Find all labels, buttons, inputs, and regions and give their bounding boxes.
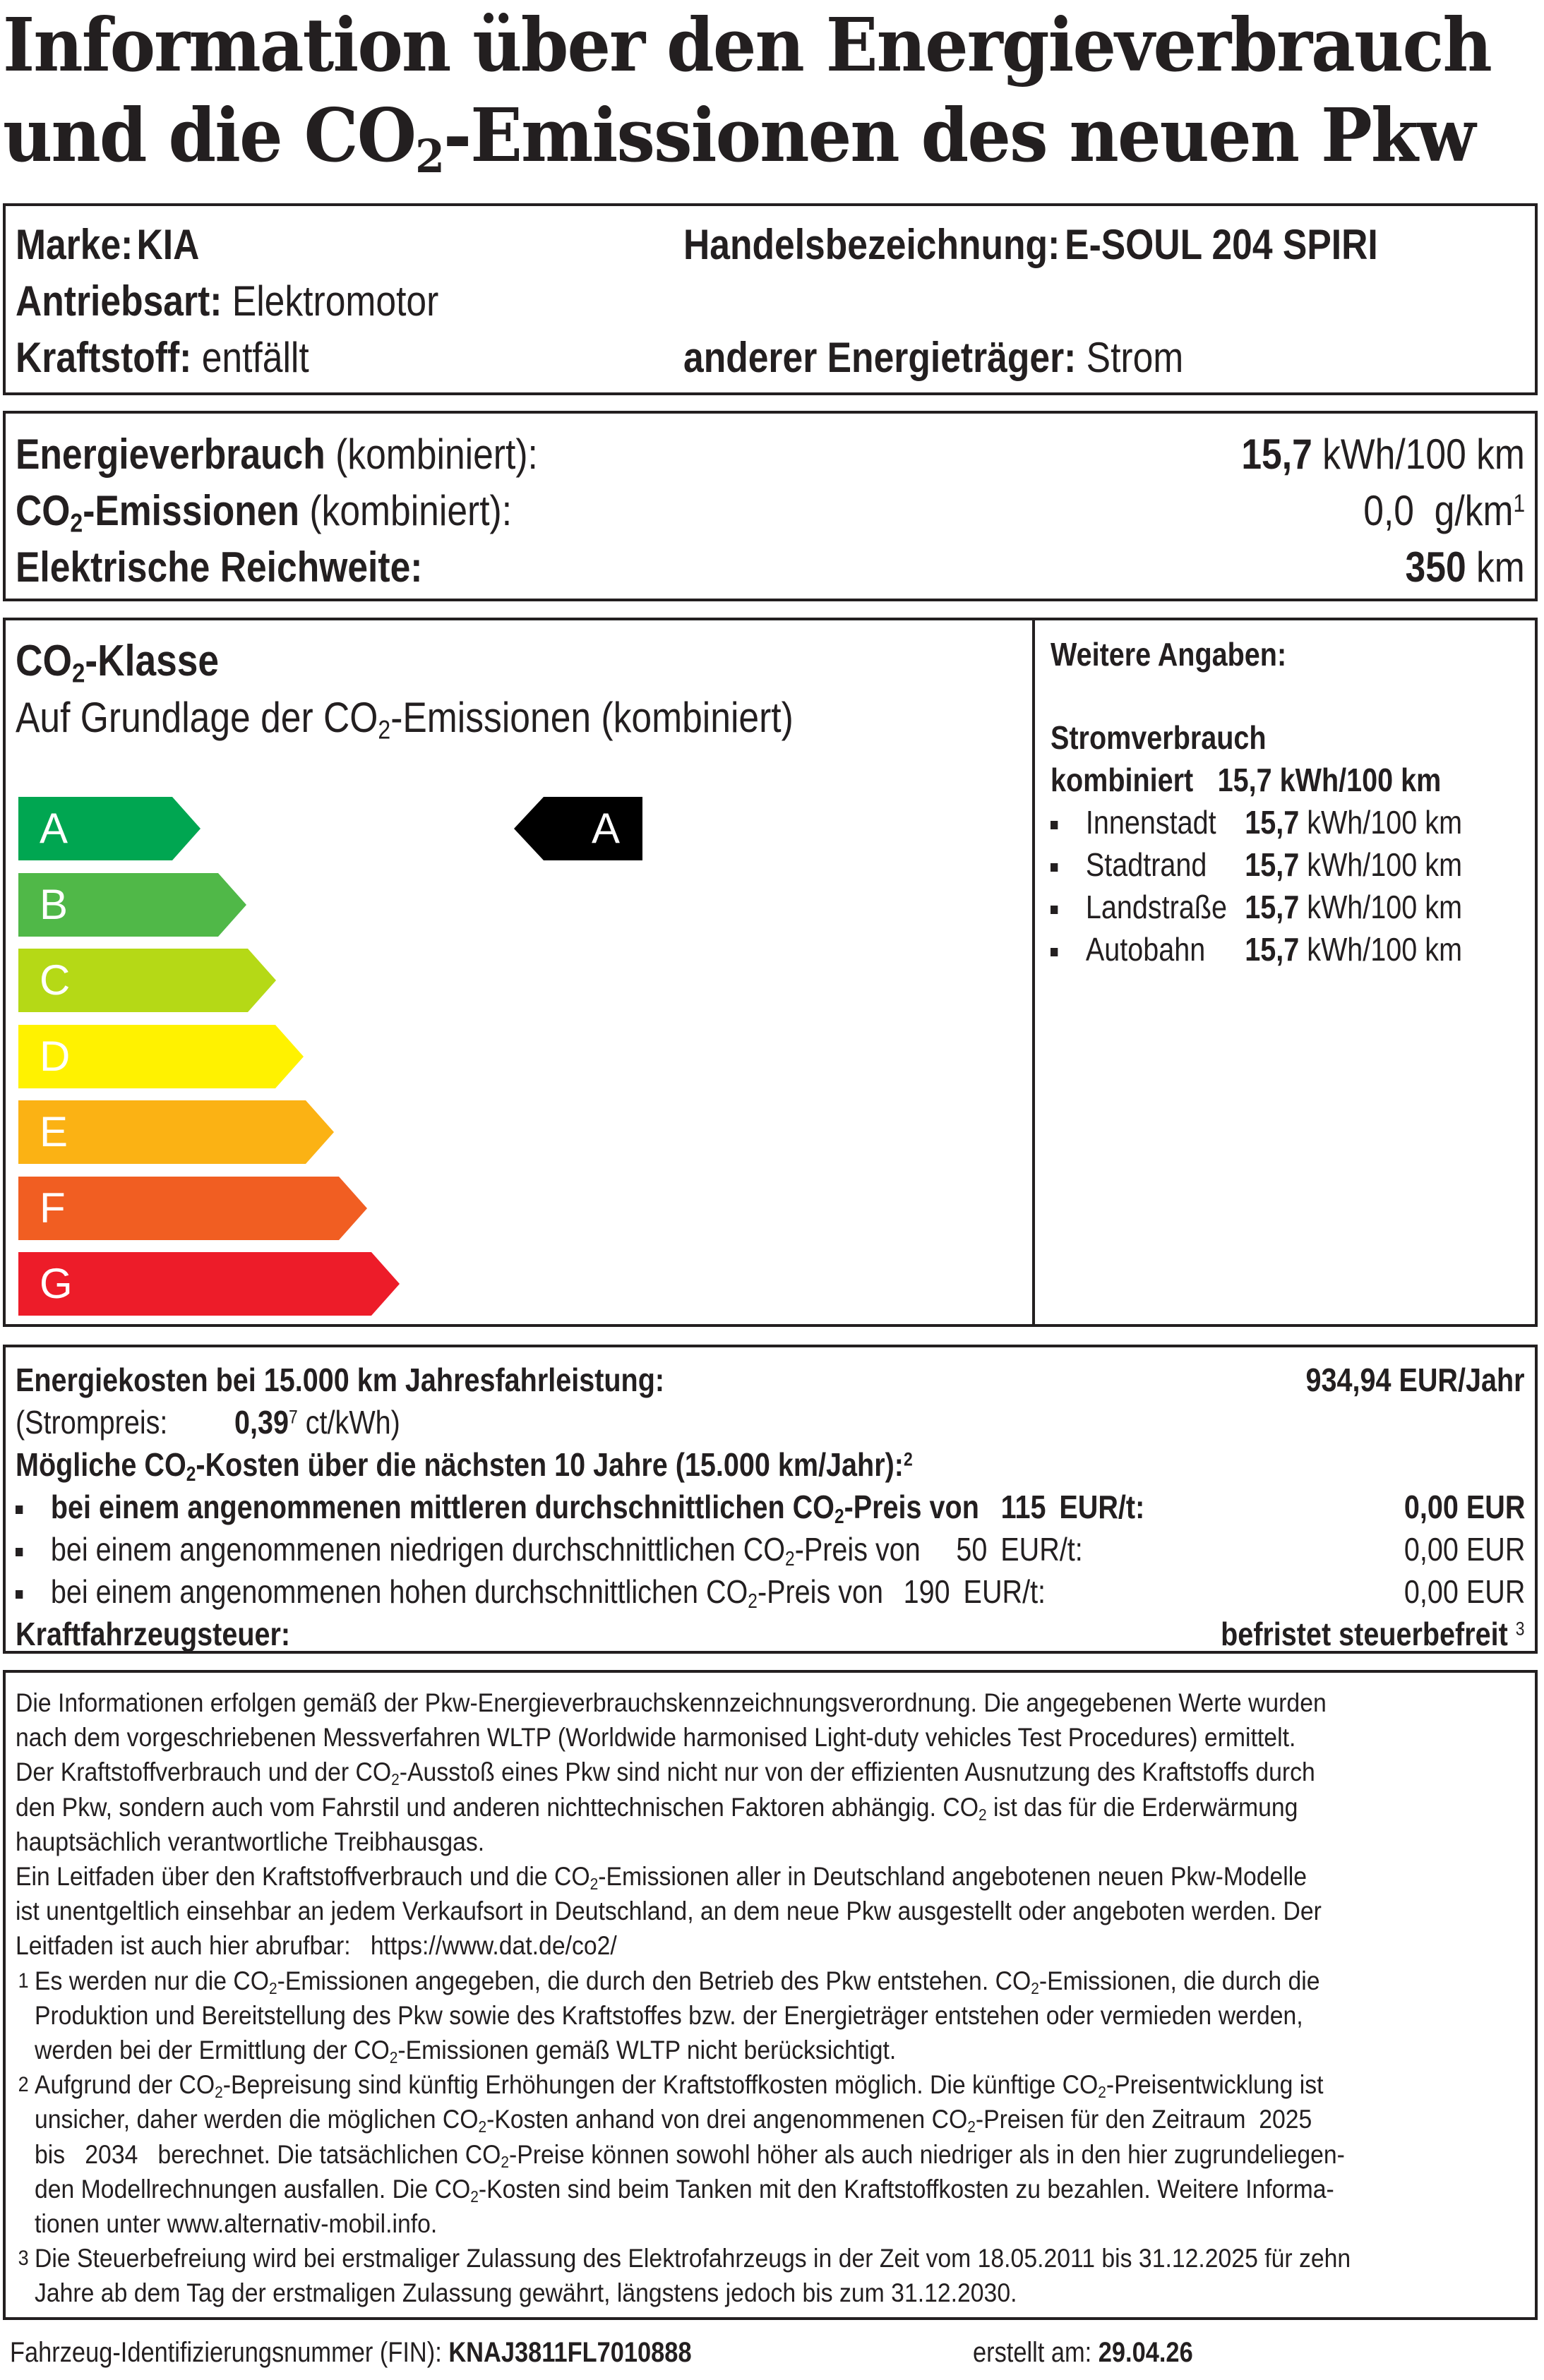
further-info-item: Autobahn 15,7 kWh/100 km: [1051, 928, 1529, 970]
co2-class-letter: A: [40, 805, 68, 852]
bullet-icon: [16, 1548, 23, 1556]
co2-value: 0,0 $g/km^1$: [1363, 487, 1525, 534]
energy-cost-label: Energiekosten bei 15.000 km Jahresfahrleistung:: [16, 1362, 665, 1398]
other-energy-label: anderer Energieträger:: [683, 334, 1077, 381]
co2-cost-value: 0,00 EUR: [1404, 1531, 1525, 1568]
drive-label: Antriebsart:: [16, 277, 222, 325]
bullet-icon: [1051, 863, 1058, 872]
created-label: erstellt am:: [973, 2337, 1092, 2368]
further-info-item: Stadtrand 15,7 kWh/100 km: [1051, 843, 1529, 886]
co2-class-bar-a: [18, 797, 201, 860]
leitfaden-link[interactable]: https://www.dat.de/co2/: [370, 1930, 617, 1961]
range-value: 350 km: [1405, 543, 1525, 591]
bullet-icon: [16, 1590, 23, 1599]
trade-name-row: [683, 220, 1491, 270]
consumption-value: 15,7 kWh/100 km: [1241, 431, 1525, 478]
vin-value: KNAJ3811FL7010888: [448, 2337, 692, 2368]
bullet-icon: [1051, 948, 1058, 956]
brand-label: Marke:: [16, 221, 133, 268]
created-value: 29.04.26: [1098, 2337, 1193, 2368]
further-info-heading: Weitere Angaben:: [1051, 636, 1287, 673]
power-price-row: (Strompreis: 0,39$^7$ ct/kWh): [16, 1404, 400, 1441]
tax-label: Kraftfahrzeugsteuer:: [16, 1616, 291, 1652]
bullet-icon: [16, 1505, 23, 1514]
co2-class-bar-g: [18, 1252, 400, 1316]
co2-cost-scenario: bei einem angenommenen hohen durchschnittlichen $CO_2$-Preis von 190 EUR/t:: [16, 1570, 1214, 1613]
power-heading: Stromverbrauch: [1051, 719, 1267, 756]
class-arrow-icon: [18, 1252, 400, 1316]
page-title: [3, 0, 1542, 184]
class-arrow-icon: [18, 1177, 367, 1240]
co2-class-bar-e: [18, 1100, 334, 1164]
tax-value: befristet steuerbefreit $^3$: [1221, 1616, 1525, 1652]
brand-row: [16, 220, 229, 270]
title-line-2: und die $CO_2$-Emissionen des neuen Pkw: [3, 92, 1475, 184]
vehicle-info-box: [3, 203, 1538, 395]
range-row: Elektrische Reichweite:: [16, 543, 423, 591]
combined-row: kombiniert 15,7 kWh/100 km: [1051, 762, 1442, 798]
fuel-value: entfällt: [201, 334, 309, 381]
co2-class-subtitle: Auf Grundlage der $CO_2$-Emissionen (kombiniert): [16, 694, 794, 745]
column-divider: [1032, 620, 1035, 1324]
co2-class-letter: G: [40, 1260, 73, 1307]
co2-class-bar-b: [18, 873, 246, 937]
bullet-icon: [1051, 906, 1058, 914]
brand-value: KIA: [136, 221, 200, 268]
other-energy-value: Strom: [1086, 334, 1184, 381]
rating-arrow-icon: [514, 797, 642, 860]
further-info-item: Landstraße 15,7 kWh/100 km: [1051, 886, 1529, 928]
further-info-item: Innenstadt 15,7 kWh/100 km: [1051, 801, 1529, 843]
fuel-label: Kraftstoff:: [16, 334, 192, 381]
bullet-icon: [1051, 821, 1058, 829]
energy-cost-value: 934,94 EUR/Jahr: [1305, 1362, 1525, 1398]
legal-notes-box: [3, 1670, 1538, 2320]
co2-class-bar-d: [18, 1025, 304, 1088]
vin-row: [10, 2333, 803, 2372]
fuel-row: [16, 333, 357, 383]
co2-cost-heading: Mögliche $CO_2$-Kosten über die nächsten 10 Jahre (15.000 km/Jahr):$^2$: [16, 1446, 913, 1486]
co2-cost-scenario: bei einem angenommenen mittleren durchschnittlichen $CO_2$-Preis von 115 EUR/t:: [16, 1486, 1329, 1528]
drive-value: Elektromotor: [232, 277, 439, 325]
drive-row: [16, 277, 508, 326]
co2-class-heading: $CO_2$-Klasse: [16, 637, 220, 689]
trade-name-value: E-SOUL 204 SPIRI: [1065, 221, 1378, 268]
consumption-row: Energieverbrauch (kombiniert):: [16, 431, 538, 478]
vin-label: Fahrzeug-Identifizierungsnummer (FIN):: [10, 2337, 442, 2368]
co2-class-letter: B: [40, 880, 68, 928]
created-row: [973, 2333, 1228, 2372]
co2-cost-value: 0,00 EUR: [1404, 1573, 1525, 1610]
co2-class-bar-f: [18, 1177, 367, 1240]
title-line-1: Information über den Energieverbrauch: [3, 1, 1491, 88]
other-energy-row: [683, 333, 1265, 383]
co2-class-box: [3, 618, 1538, 1327]
legal-notes-text: Die Informationen erfolgen gemäß der Pkw-Energieverbrauchskennzeichnungsverordnung. Die angegebenen Werte wurden nach dem vorgeschriebenen Messverfahren WLTP (Worldwide harmonised Light-duty vehicles Test Procedures) ermittelt. Der Kraftstoffverbrauch und der $CO_2$-Ausstoß eines Pkw sind nicht nur von der effizienten Ausnutzung des Kraftstoffs durch den Pkw, sondern auch vom Fahrstil und anderen nichttechnischen Faktoren abhängig. $CO_2$ ist das für die Erderwärmung hauptsächlich verantwortliche Treibhausgas. Ein Leitfaden über den Kraftstoffverbrauch und die $CO_2$-Emissionen aller in Deutschland angebotenen neuen Pkw-Modelle ist unentgeltlich einsehbar an jedem Verkaufsort in Deutschland, an dem neue Pkw ausgestellt oder angeboten werden. Der Leitfaden ist auch hier abrufbar: https://www.dat.de/co2/ 1 Es werden nur die $CO_2$-Emissionen angegeben, die durch den Betrieb des Pkw entstehen. $CO_2$-Emissionen, die durch die Produktion und Bereitstellung des Pkw sowie des Kraftstoffes bzw. der Energieträger entstehen oder vermieden werden, werden bei der Ermittlung der $CO_2$-Emissionen gemäß WLTP nicht berücksichtigt. 2 Aufgrund der $CO_2$-Bepreisung sind künftig Erhöhungen der Kraftstoffkosten möglich. Die künftige $CO_2$-Preisentwicklung ist unsicher, daher werden die möglichen $CO_2$-Kosten anhand von drei angenommenen $CO_2$-Preisen für den Zeitraum 2025 bis 2034 berechnet. Die tatsächlichen $CO_2$-Preise können sowohl höher als auch niedriger als in den hier zugrundeliegen- den Modellrechnungen ausfallen. Die $CO_2$-Kosten sind beim Tanken mit den Kraftstoffkosten zu bezahlen. Weitere Informa- tionen unter www.alternativ-mobil.info. 3 Die Steuerbefreiung wird bei erstmaliger Zulassung des Elektrofahrzeugs in der Zeit vom 18.05.2011 bis 31.12.2025 für zehn Jahre ab dem Tag der erstmaligen Zulassung gewährt, längstens jedoch bis zum 31.12.2030.: [16, 1688, 1351, 2308]
co2-cost-value: 0,00 EUR: [1404, 1489, 1525, 1525]
costs-box: [3, 1345, 1538, 1654]
rating-marker: [514, 797, 642, 860]
energy-box: [3, 411, 1538, 601]
co2-class-letter: D: [40, 1032, 71, 1080]
trade-name-label: Handelsbezeichnung:: [683, 221, 1060, 268]
co2-class-letter: F: [40, 1184, 66, 1232]
co2-class-bar-c: [18, 949, 276, 1012]
co2-class-letter: C: [40, 956, 71, 1004]
rating-value: A: [592, 805, 621, 852]
co2-row: $CO_2$-Emissionen (kombiniert):: [16, 487, 513, 538]
co2-class-letter: E: [40, 1108, 68, 1155]
co2-cost-scenario: bei einem angenommenen niedrigen durchschnittlichen $CO_2$-Preis von 50 EUR/t:: [16, 1528, 1257, 1570]
